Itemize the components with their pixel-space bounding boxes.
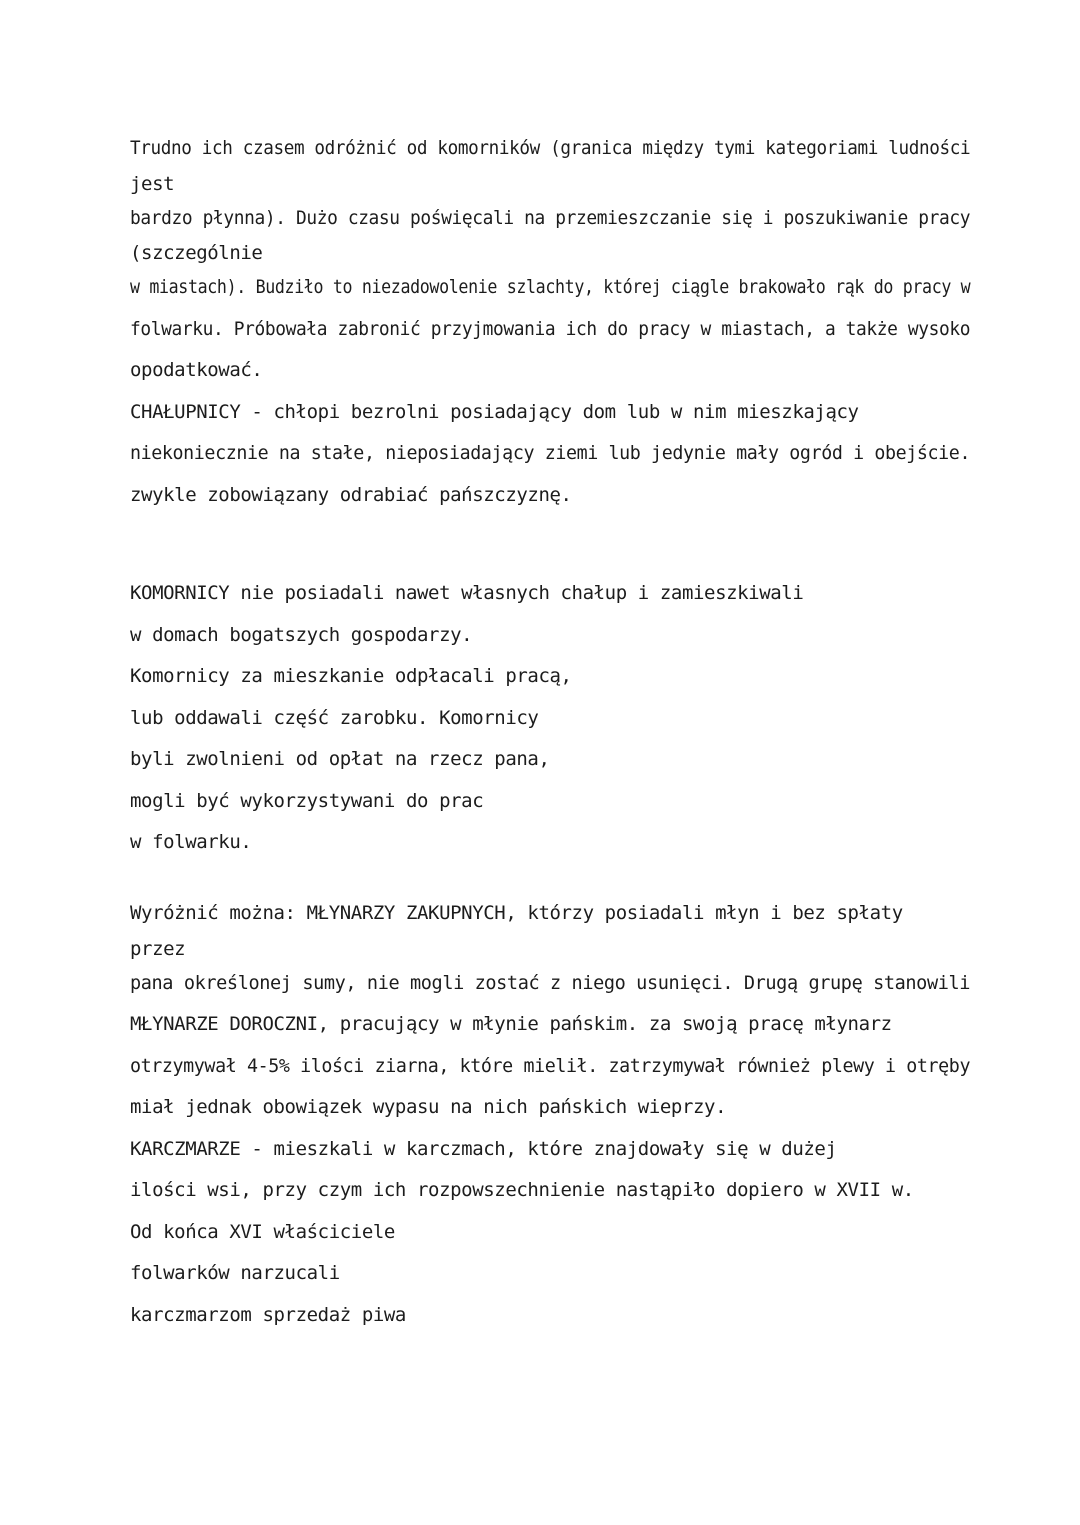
text-line: Wyróżnić można: MŁYNARZY ZAKUPNYCH, którzy posiadali młyn i bez spłaty xyxy=(130,902,903,924)
text-line: folwarków narzucali xyxy=(130,1262,340,1284)
text-line: jest xyxy=(130,172,175,195)
text-line: niekoniecznie na stałe, nieposiadający ziemi lub jedynie mały ogród i obejście. xyxy=(130,442,971,464)
text-line: KARCZMARZE - mieszkali w karczmach, które znajdowały się w dużej xyxy=(130,1137,837,1160)
text-line: Komornicy za mieszkanie odpłacali pracą, xyxy=(130,665,572,687)
text-line: w domach bogatszych gospodarzy. xyxy=(130,623,473,646)
text-line: folwarku. Próbowała zabronić przyjmowania ich do pracy w miastach, a także wysoko xyxy=(130,317,971,340)
text-line: miał jednak obowiązek wypasu na nich pańskich wieprzy. xyxy=(130,1096,727,1118)
paragraph-chalupnicy xyxy=(130,128,970,516)
text-line: bardzo płynna). Dużo czasu poświęcali na przemieszczanie się i poszukiwanie pracy xyxy=(130,206,971,229)
text-line: lub oddawali część zarobku. Komornicy xyxy=(130,706,539,729)
text-line: ilości wsi, przy czym ich rozpowszechnienie nastąpiło dopiero w XVII w. xyxy=(130,1179,914,1201)
text-line: pana określonej sumy, nie mogli zostać z niego usunięci. Drugą grupę stanowili xyxy=(130,971,971,994)
text-line: Trudno ich czasem odróżnić od komorników (granica między tymi kategoriami ludności xyxy=(130,137,971,159)
text-line: w folwarku. xyxy=(130,831,252,853)
paragraph-mlynarze-karczmarze xyxy=(130,893,970,1336)
text-line: KOMORNICY nie posiadali nawet własnych chałup i zamieszkiwali xyxy=(130,582,804,604)
text-line: mogli być wykorzystywani do prac xyxy=(130,789,484,812)
text-line: otrzymywał 4-5% ilości ziarna, które mielił. zatrzymywał również plewy i otręby xyxy=(130,1054,971,1077)
text-line: opodatkować. xyxy=(130,359,263,381)
text-line: CHAŁUPNICY - chłopi bezrolni posiadający dom lub w nim mieszkający xyxy=(130,400,859,423)
text-line: (szczególnie xyxy=(130,242,263,264)
text-line: zwykle zobowiązany odrabiać pańszczyznę. xyxy=(130,483,572,506)
text-line: Od końca XVI właściciele xyxy=(130,1220,395,1243)
text-line: MŁYNARZE DOROCZNI, pracujący w młynie pańskim. za swoją pracę młynarz xyxy=(130,1013,892,1035)
text-line: karczmarzom sprzedaż piwa xyxy=(130,1303,406,1326)
paragraph-komornicy xyxy=(130,573,970,864)
text-line: przez xyxy=(130,937,186,960)
text-line: byli zwolnieni od opłat na rzecz pana, xyxy=(130,748,550,770)
text-line: w miastach). Budziło to niezadowolenie szlachty, której ciągle brakowało rąk do pracy w xyxy=(130,276,971,298)
